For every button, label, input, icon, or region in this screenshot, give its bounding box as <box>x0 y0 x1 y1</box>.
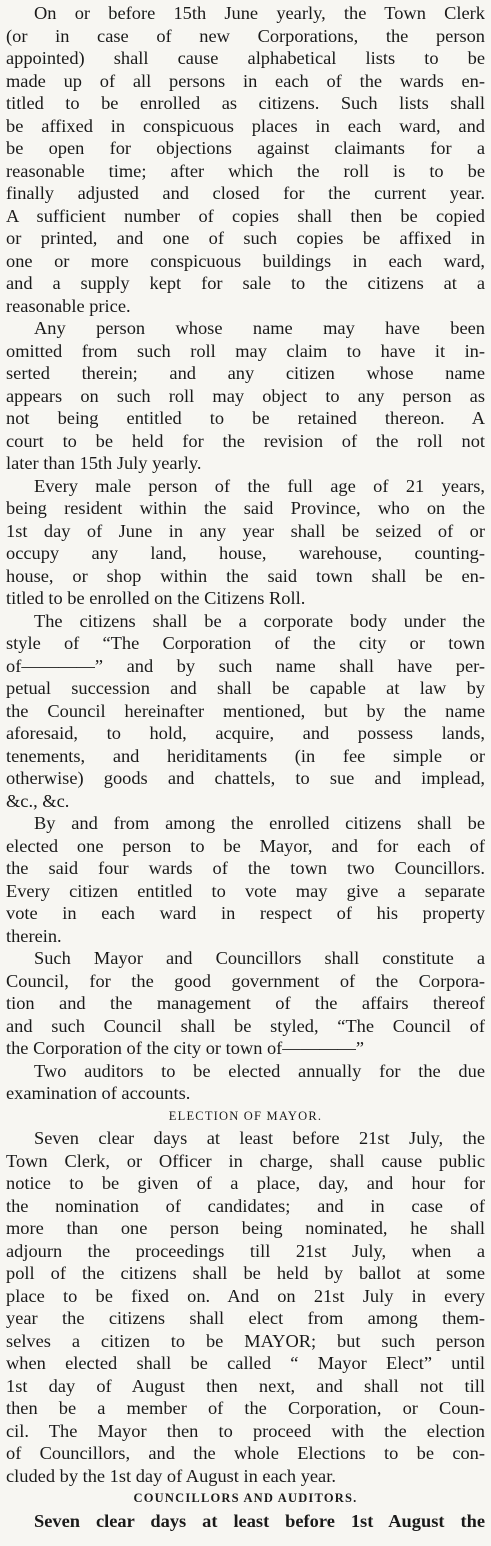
text-line: and a supply kept for sale to the citizens at a <box>6 273 485 293</box>
text-line: selves a citizen to be MAYOR; but such person <box>6 1330 485 1351</box>
text-line: titled to be enrolled as citizens. Such lists shall <box>6 93 485 113</box>
paragraph <box>6 812 485 947</box>
text-line: be affixed in conspicuous places in each ward, and <box>6 115 485 136</box>
text-line: not being entitled to be retained thereon. A <box>6 408 485 428</box>
text-line: Any person whose name may have been <box>34 318 485 338</box>
text-line: of Councillors, and the whole Elections to be con- <box>6 1443 485 1463</box>
text-line: one or more conspicuous buildings in each ward, <box>6 250 485 271</box>
text-line: house, or shop within the said town shall be en- <box>6 565 485 586</box>
text-line: omitted from such roll may claim to have it in- <box>6 340 485 361</box>
text-line: the Corporation of the city or town of————” <box>6 1038 365 1058</box>
text-line: and such Council shall be styled, “The Council of <box>6 1015 485 1036</box>
text-line: Town Clerk, or Officer in charge, shall cause public <box>6 1150 485 1171</box>
text-line: otherwise) goods and chattels, to sue and implead, <box>6 768 485 788</box>
text-line: more than one person being nominated, he shall <box>6 1218 485 1238</box>
text-line: therein. <box>6 925 62 946</box>
text-line: reasonable price. <box>6 295 131 316</box>
text-line: later than 15th July yearly. <box>6 453 202 473</box>
text-line: By and from among the enrolled citizens shall be <box>34 813 485 833</box>
text-line: &c., &c. <box>6 790 70 811</box>
text-line: tenements, and heriditaments (in fee simple or <box>6 745 485 766</box>
paragraph <box>6 1060 485 1105</box>
text-line: appears on such roll may object to any person as <box>6 385 485 406</box>
text-line: of————” and by such name shall have per- <box>6 655 485 676</box>
section-heading: COUNCILLORS AND AUDITORS. <box>133 1491 358 1505</box>
text-line: made up of all persons in each of the wards en- <box>6 70 485 91</box>
text-line: finally adjusted and closed for the current year. <box>6 183 485 203</box>
text-line: A sufficient number of copies shall then be copied <box>6 205 485 226</box>
text-line: vote in each ward in respect of his property <box>6 903 485 923</box>
text-line: 1st day of June in any year shall be seized of or <box>6 520 485 541</box>
paragraph <box>6 610 485 813</box>
paragraph <box>6 475 485 610</box>
text-line: Such Mayor and Councillors shall constitute a <box>34 948 485 968</box>
text-line: Two auditors to be elected annually for the due <box>34 1060 485 1081</box>
text-line: Seven clear days at least before 21st July, the <box>34 1128 485 1148</box>
text-line: when elected shall be called “ Mayor Elect” until <box>6 1353 485 1373</box>
paragraph <box>6 1510 485 1533</box>
text-line: then be a member of the Corporation, or Coun- <box>6 1398 485 1418</box>
text-line: cil. The Mayor then to proceed with the election <box>6 1420 485 1441</box>
text-line: be open for objections against claimants for a <box>6 138 485 158</box>
text-line: tion and the management of the affairs thereof <box>6 993 485 1013</box>
text-line: notice to be given of a place, day, and hour for <box>6 1173 485 1193</box>
text-line: serted therein; and any citizen whose name <box>6 363 485 383</box>
section-heading: ELECTION OF MAYOR. <box>168 1108 323 1123</box>
text-line: style of “The Corporation of the city or town <box>6 633 485 653</box>
text-line: the said four wards of the town two Councillors. <box>6 858 485 878</box>
text-line: Every citizen entitled to vote may give a separate <box>6 880 485 901</box>
text-line: (or in case of new Corporations, the person <box>6 25 485 46</box>
text-line: poll of the citizens shall be held by ballot at some <box>6 1263 485 1283</box>
text-line: occupy any land, house, warehouse, counting- <box>6 543 485 563</box>
text-line: being resident within the said Province, who on the <box>6 498 485 518</box>
text-line: The citizens shall be a corporate body under the <box>34 610 485 631</box>
text-line: elected one person to be Mayor, and for each of <box>6 835 485 856</box>
text-line: reasonable time; after which the roll is to be <box>6 160 485 181</box>
text-line: titled to be enrolled on the Citizens Roll. <box>6 588 306 608</box>
text-line: the nomination of candidates; and in case of <box>6 1195 485 1216</box>
text-line: court to be held for the revision of the roll not <box>6 430 485 451</box>
text-line: Every male person of the full age of 21 years, <box>34 475 485 496</box>
paragraph <box>6 947 485 1060</box>
text-line: 1st day of August then next, and shall not till <box>6 1375 485 1396</box>
text-line: aforesaid, to hold, acquire, and possess lands, <box>6 723 485 743</box>
text-line: place to be fixed on. And on 21st July in every <box>6 1285 485 1306</box>
text-line: year the citizens shall elect from among them- <box>6 1308 485 1328</box>
text-line: Seven clear days at least before 1st August the <box>34 1510 485 1531</box>
paragraph <box>6 1127 485 1487</box>
text-line: petual succession and shall be capable at law by <box>6 678 485 698</box>
paragraph <box>6 317 485 475</box>
text-line: or printed, and one of such copies be affixed in <box>6 228 485 248</box>
text-line: On or before 15th June yearly, the Town Clerk <box>34 3 485 23</box>
text-line: appointed) shall cause alphabetical lists to be <box>6 48 485 68</box>
text-line: the Council hereinafter mentioned, but by the name <box>6 700 485 721</box>
text-line: examination of accounts. <box>6 1083 191 1103</box>
text-line: cluded by the 1st day of August in each year. <box>6 1465 336 1486</box>
text-line: Council, for the good government of the Corpora- <box>6 970 485 991</box>
text-line: adjourn the proceedings till 21st July, when a <box>6 1240 485 1261</box>
paragraph <box>6 2 485 317</box>
